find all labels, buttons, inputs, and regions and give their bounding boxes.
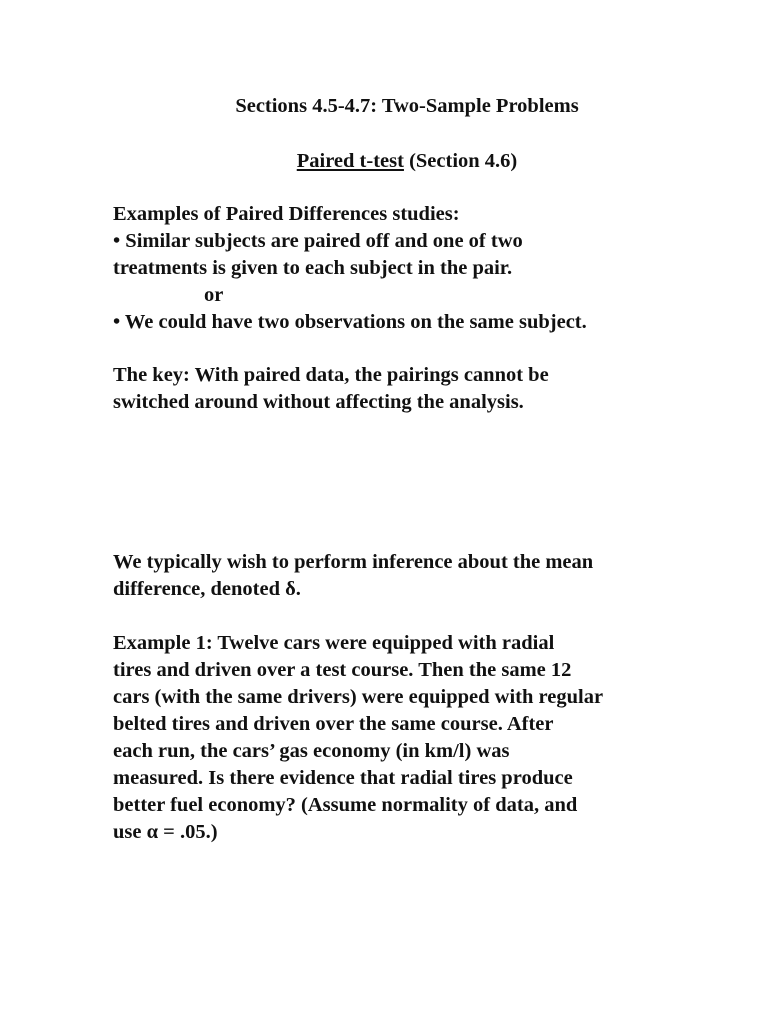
example-1-line-1: Example 1: Twelve cars were equipped with radial	[113, 632, 555, 654]
key-line-2: switched around without affecting the analysis.	[113, 391, 524, 413]
inference-line-2: difference, denoted δ.	[113, 578, 301, 600]
bullet-2: • We could have two observations on the same subject.	[113, 311, 587, 333]
example-1-line-8: use α = .05.)	[113, 821, 218, 843]
subtitle-underlined: Paired t-test	[296, 150, 404, 172]
bullet-1-line-2: treatments is given to each subject in the pair.	[113, 257, 513, 279]
example-1-line-3: cars (with the same drivers) were equipped with regular	[113, 686, 604, 708]
page-title: Sections 4.5-4.7: Two-Sample Problems	[235, 95, 579, 117]
examples-heading: Examples of Paired Differences studies:	[113, 203, 460, 225]
example-1-line-2: tires and driven over a test course. Then the same 12	[113, 659, 572, 681]
example-1-line-6: measured. Is there evidence that radial tires produce	[113, 767, 573, 789]
inference-block	[113, 549, 673, 603]
or-connector: or	[204, 284, 224, 306]
example-1-line-7: better fuel economy? (Assume normality of data, and	[113, 794, 578, 816]
examples-block	[113, 201, 673, 336]
example-1-line-4: belted tires and driven over the same course. After	[113, 713, 554, 735]
example-1-line-5: each run, the cars’ gas economy (in km/l) was	[113, 740, 510, 762]
bullet-1-line-1: • Similar subjects are paired off and one of two	[113, 230, 523, 252]
section-subtitle	[0, 148, 768, 175]
example-1-block	[113, 630, 673, 846]
subtitle-rest: (Section 4.6)	[403, 150, 518, 172]
key-block	[113, 362, 673, 416]
key-line-1: The key: With paired data, the pairings cannot be	[113, 364, 549, 386]
inference-line-1: We typically wish to perform inference about the mean	[113, 551, 594, 573]
